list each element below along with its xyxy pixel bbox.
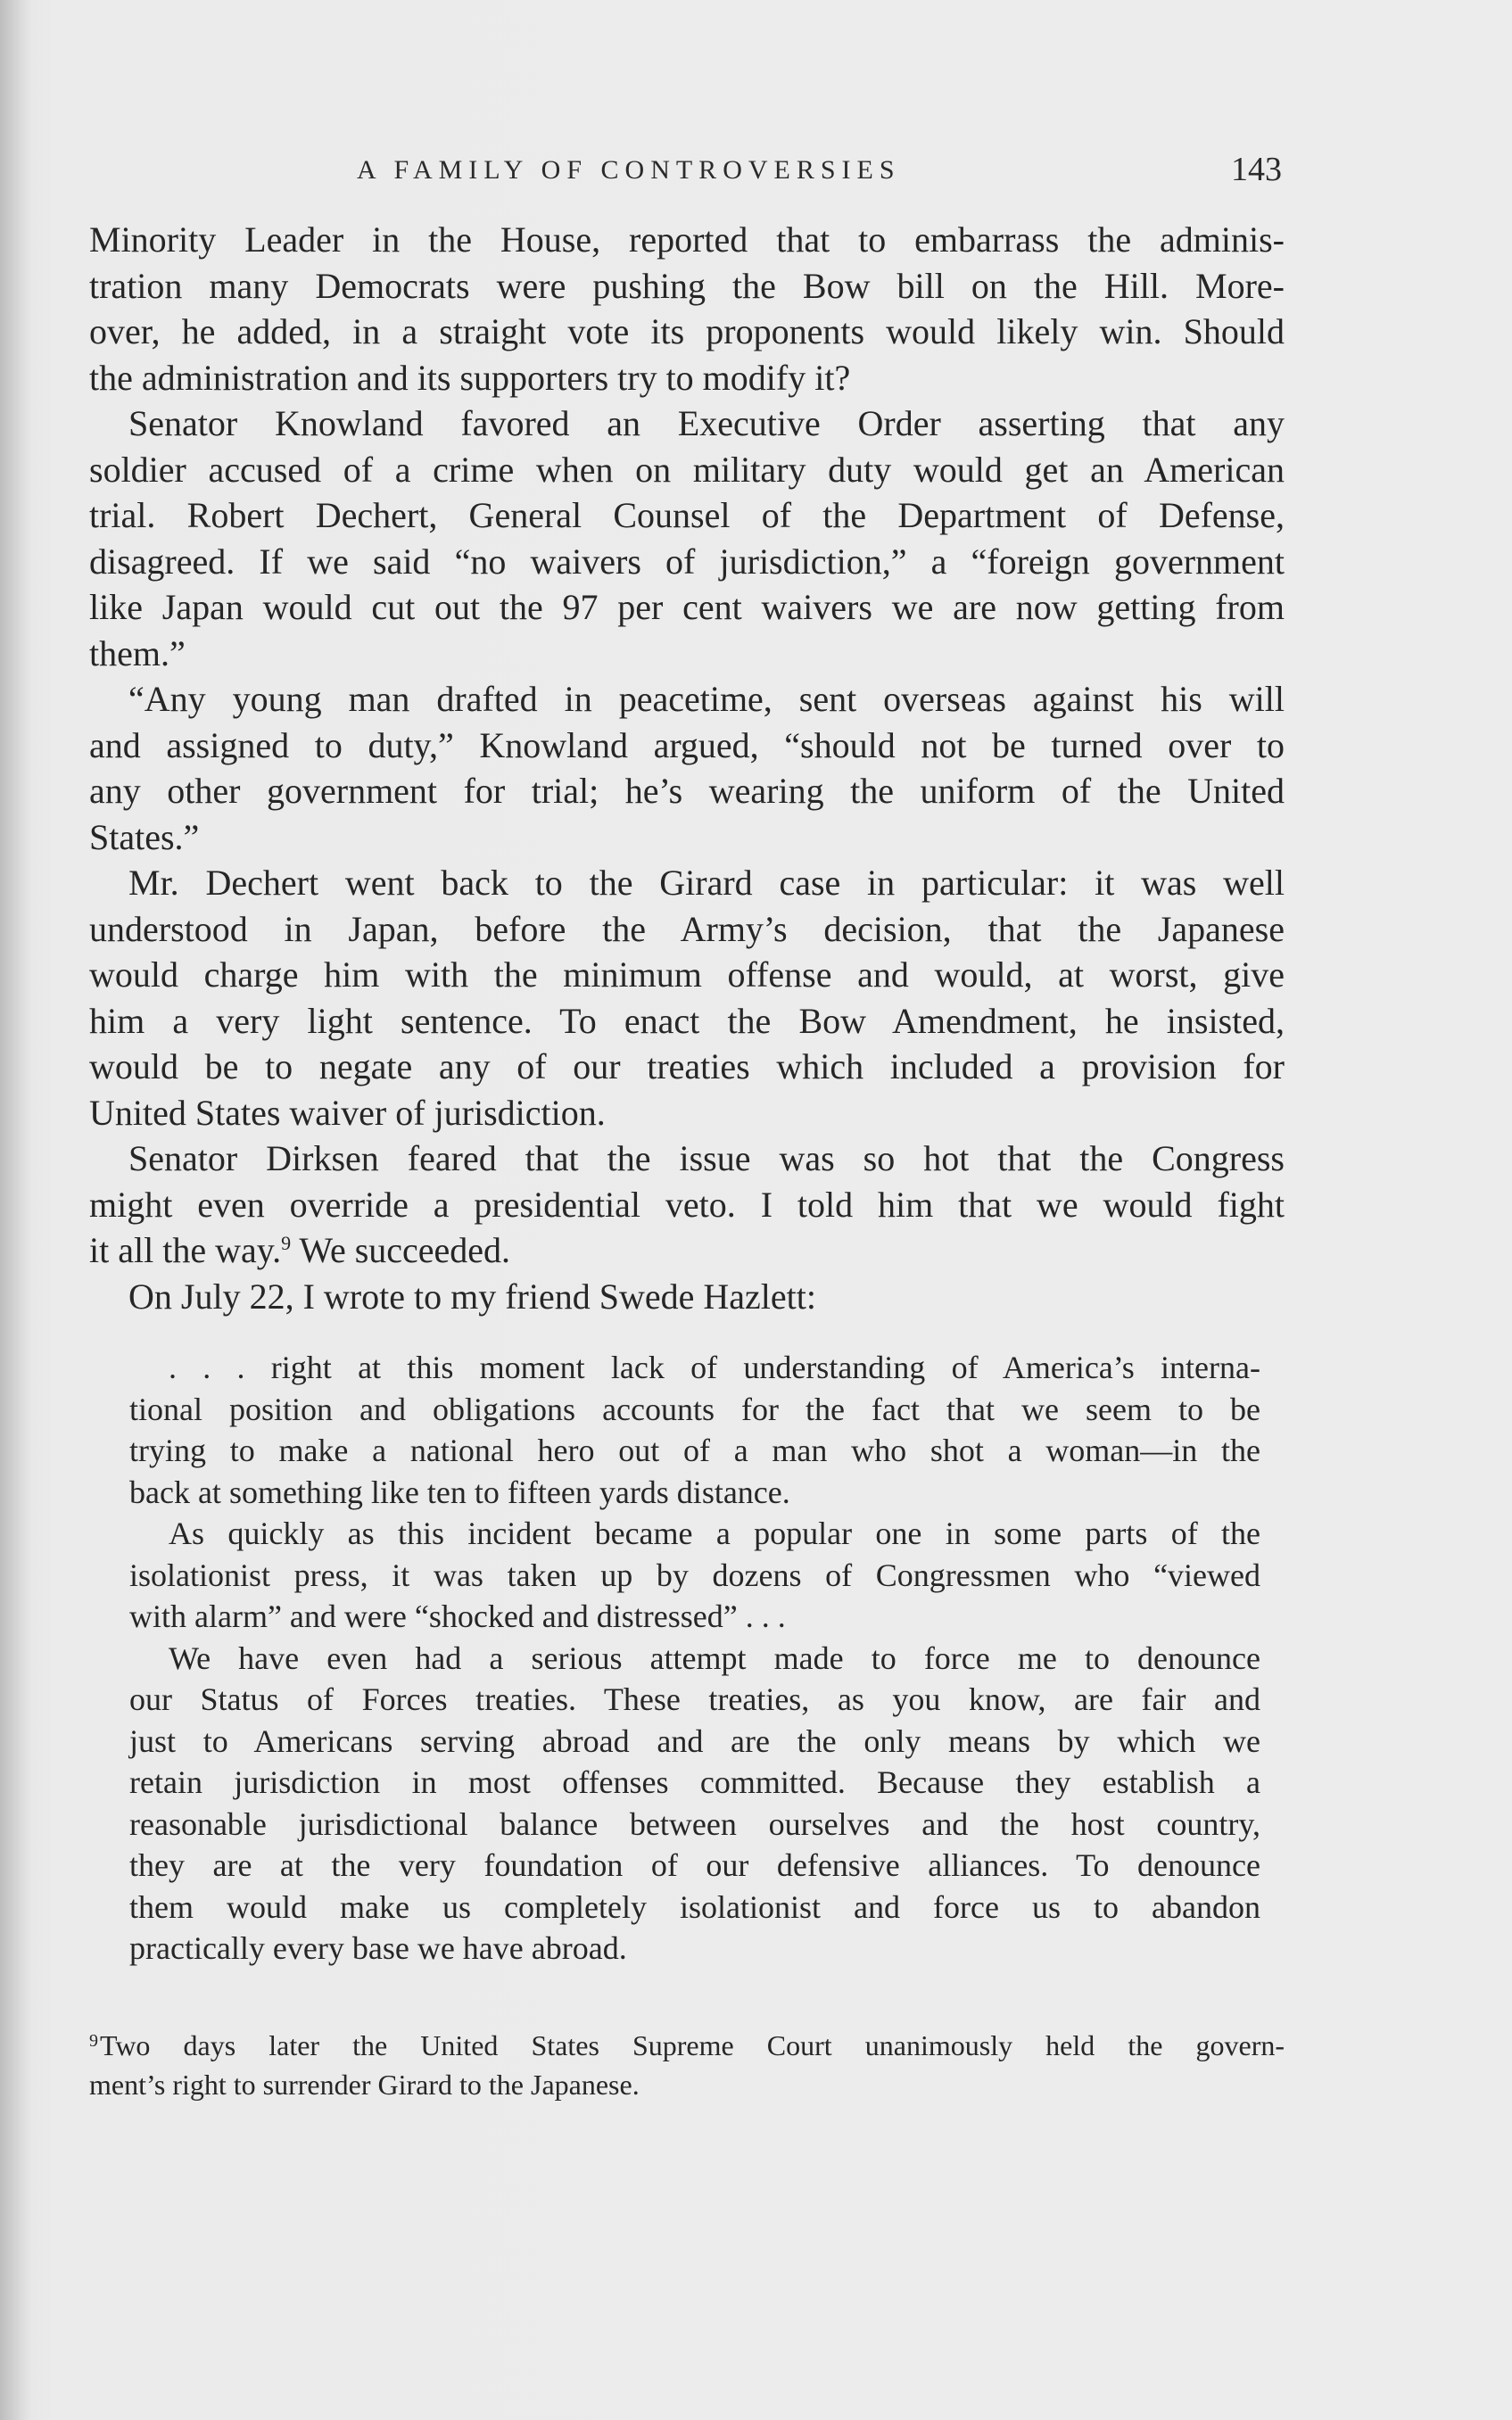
block-quote-letter [129,1349,1260,1971]
text-line: understood in Japan, before the Army’s decision, that the Japanese [89,908,1285,949]
text-line: Senator Knowland favored an Executive Order asserting that any [128,403,1285,443]
text-line: On July 22, I wrote to my friend Swede Hazlett: [128,1276,816,1317]
quote-line: with alarm” and were “shocked and distressed” . . . [129,1598,786,1634]
text-line: trial. Robert Dechert, General Counsel of the Department of Defense, [89,495,1285,535]
footnote-text: Two days later the United States Supreme Court unanimously held the govern- [100,2029,1285,2061]
footnote-line: ment’s right to surrender Girard to the Japanese. [89,2069,640,2101]
quote-line: just to Americans serving abroad and are the only means by which we [129,1722,1260,1759]
quote-line: We have even had a serious attempt made to force me to denounce [169,1639,1260,1676]
text-line: would charge him with the minimum offense and would, at worst, give [89,954,1285,995]
text-line: United States waiver of jurisdiction. [89,1092,606,1133]
quote-line: As quickly as this incident became a popular one in some parts of the [169,1516,1260,1551]
paragraph [89,217,1285,401]
text-line: would be to negate any of our treaties which included a provision for [89,1046,1285,1086]
text-line: them.” [89,632,186,673]
paragraph [89,1274,1285,1320]
text-line: Senator Dirksen feared that the issue was so hot that the Congress [128,1138,1285,1178]
quote-line: tional position and obligations accounts for the fact that we seem to be [129,1391,1260,1427]
text-line: the administration and its supporters try to modify it? [89,357,851,398]
quote-paragraph [129,1349,1260,1515]
quote-line: isolationist press, it was taken up by dozens of Congressmen who “viewed [129,1557,1260,1593]
paragraph [89,401,1285,676]
text-fragment: We succeeded. [291,1230,511,1270]
paragraph [89,860,1285,1136]
quote-paragraph [129,1639,1260,1971]
text-fragment: it all the way. [89,1230,282,1270]
text-line: like Japan would cut out the 97 per cent waivers we are now getting from [89,587,1285,627]
quote-line: practically every base we have abroad. [129,1930,627,1966]
quote-line: trying to make a national hero out of a man who shot a woman—in the [129,1433,1260,1468]
text-line: tration many Democrats were pushing the Bow bill on the Hill. More- [89,265,1285,306]
paragraph [89,676,1285,860]
running-header [89,150,1289,194]
quote-line: reasonable jurisdictional balance between ourselves and the host country, [129,1805,1260,1842]
chapter-running-title: A FAMILY OF CONTROVERSIES [357,155,901,185]
text-line: soldier accused of a crime when on military duty would get an American [89,449,1285,490]
text-line: might even override a presidential veto. I told him that we would fight [89,1184,1285,1225]
text-line: Minority Leader in the House, reported that to embarrass the adminis- [89,219,1285,260]
paragraph [89,1136,1285,1274]
text-line: States.” [89,816,200,857]
text-line: him a very light sentence. To enact the Bow Amendment, he insisted, [89,1000,1285,1041]
text-line: “Any young man drafted in peacetime, sent overseas against his will [128,679,1285,719]
quote-line: . . . right at this moment lack of understanding of America’s interna- [169,1350,1260,1385]
main-body-text [89,217,1285,1319]
quote-line: them would make us completely isolationist and force us to abandon [129,1888,1260,1925]
text-line: over, he added, in a straight vote its proponents would likely win. Should [89,311,1285,351]
quote-paragraph [129,1515,1260,1639]
quote-line: retain jurisdiction in most offenses committed. Because they establish a [129,1764,1260,1800]
page-number: 143 [1231,151,1282,188]
text-line: disagreed. If we said “no waivers of jurisdiction,” a “foreign government [89,541,1285,582]
text-line [89,1227,1285,1274]
footnote [89,2029,1285,2108]
quote-line: they are at the very foundation of our defensive alliances. To denounce [129,1847,1260,1883]
footnote-marker: 9 [89,2031,98,2051]
quote-line: our Status of Forces treaties. These treaties, as you know, are fair and [129,1681,1260,1717]
text-line: any other government for trial; he’s wearing the uniform of the United [89,771,1285,811]
text-line: and assigned to duty,” Knowland argued, “should not be turned over to [89,724,1285,765]
quote-line: back at something like ten to fifteen yards distance. [129,1474,790,1510]
footnote-reference[interactable]: 9 [281,1232,292,1254]
text-line: Mr. Dechert went back to the Girard case in particular: it was well [128,863,1285,903]
footnote-line [89,2029,1285,2069]
